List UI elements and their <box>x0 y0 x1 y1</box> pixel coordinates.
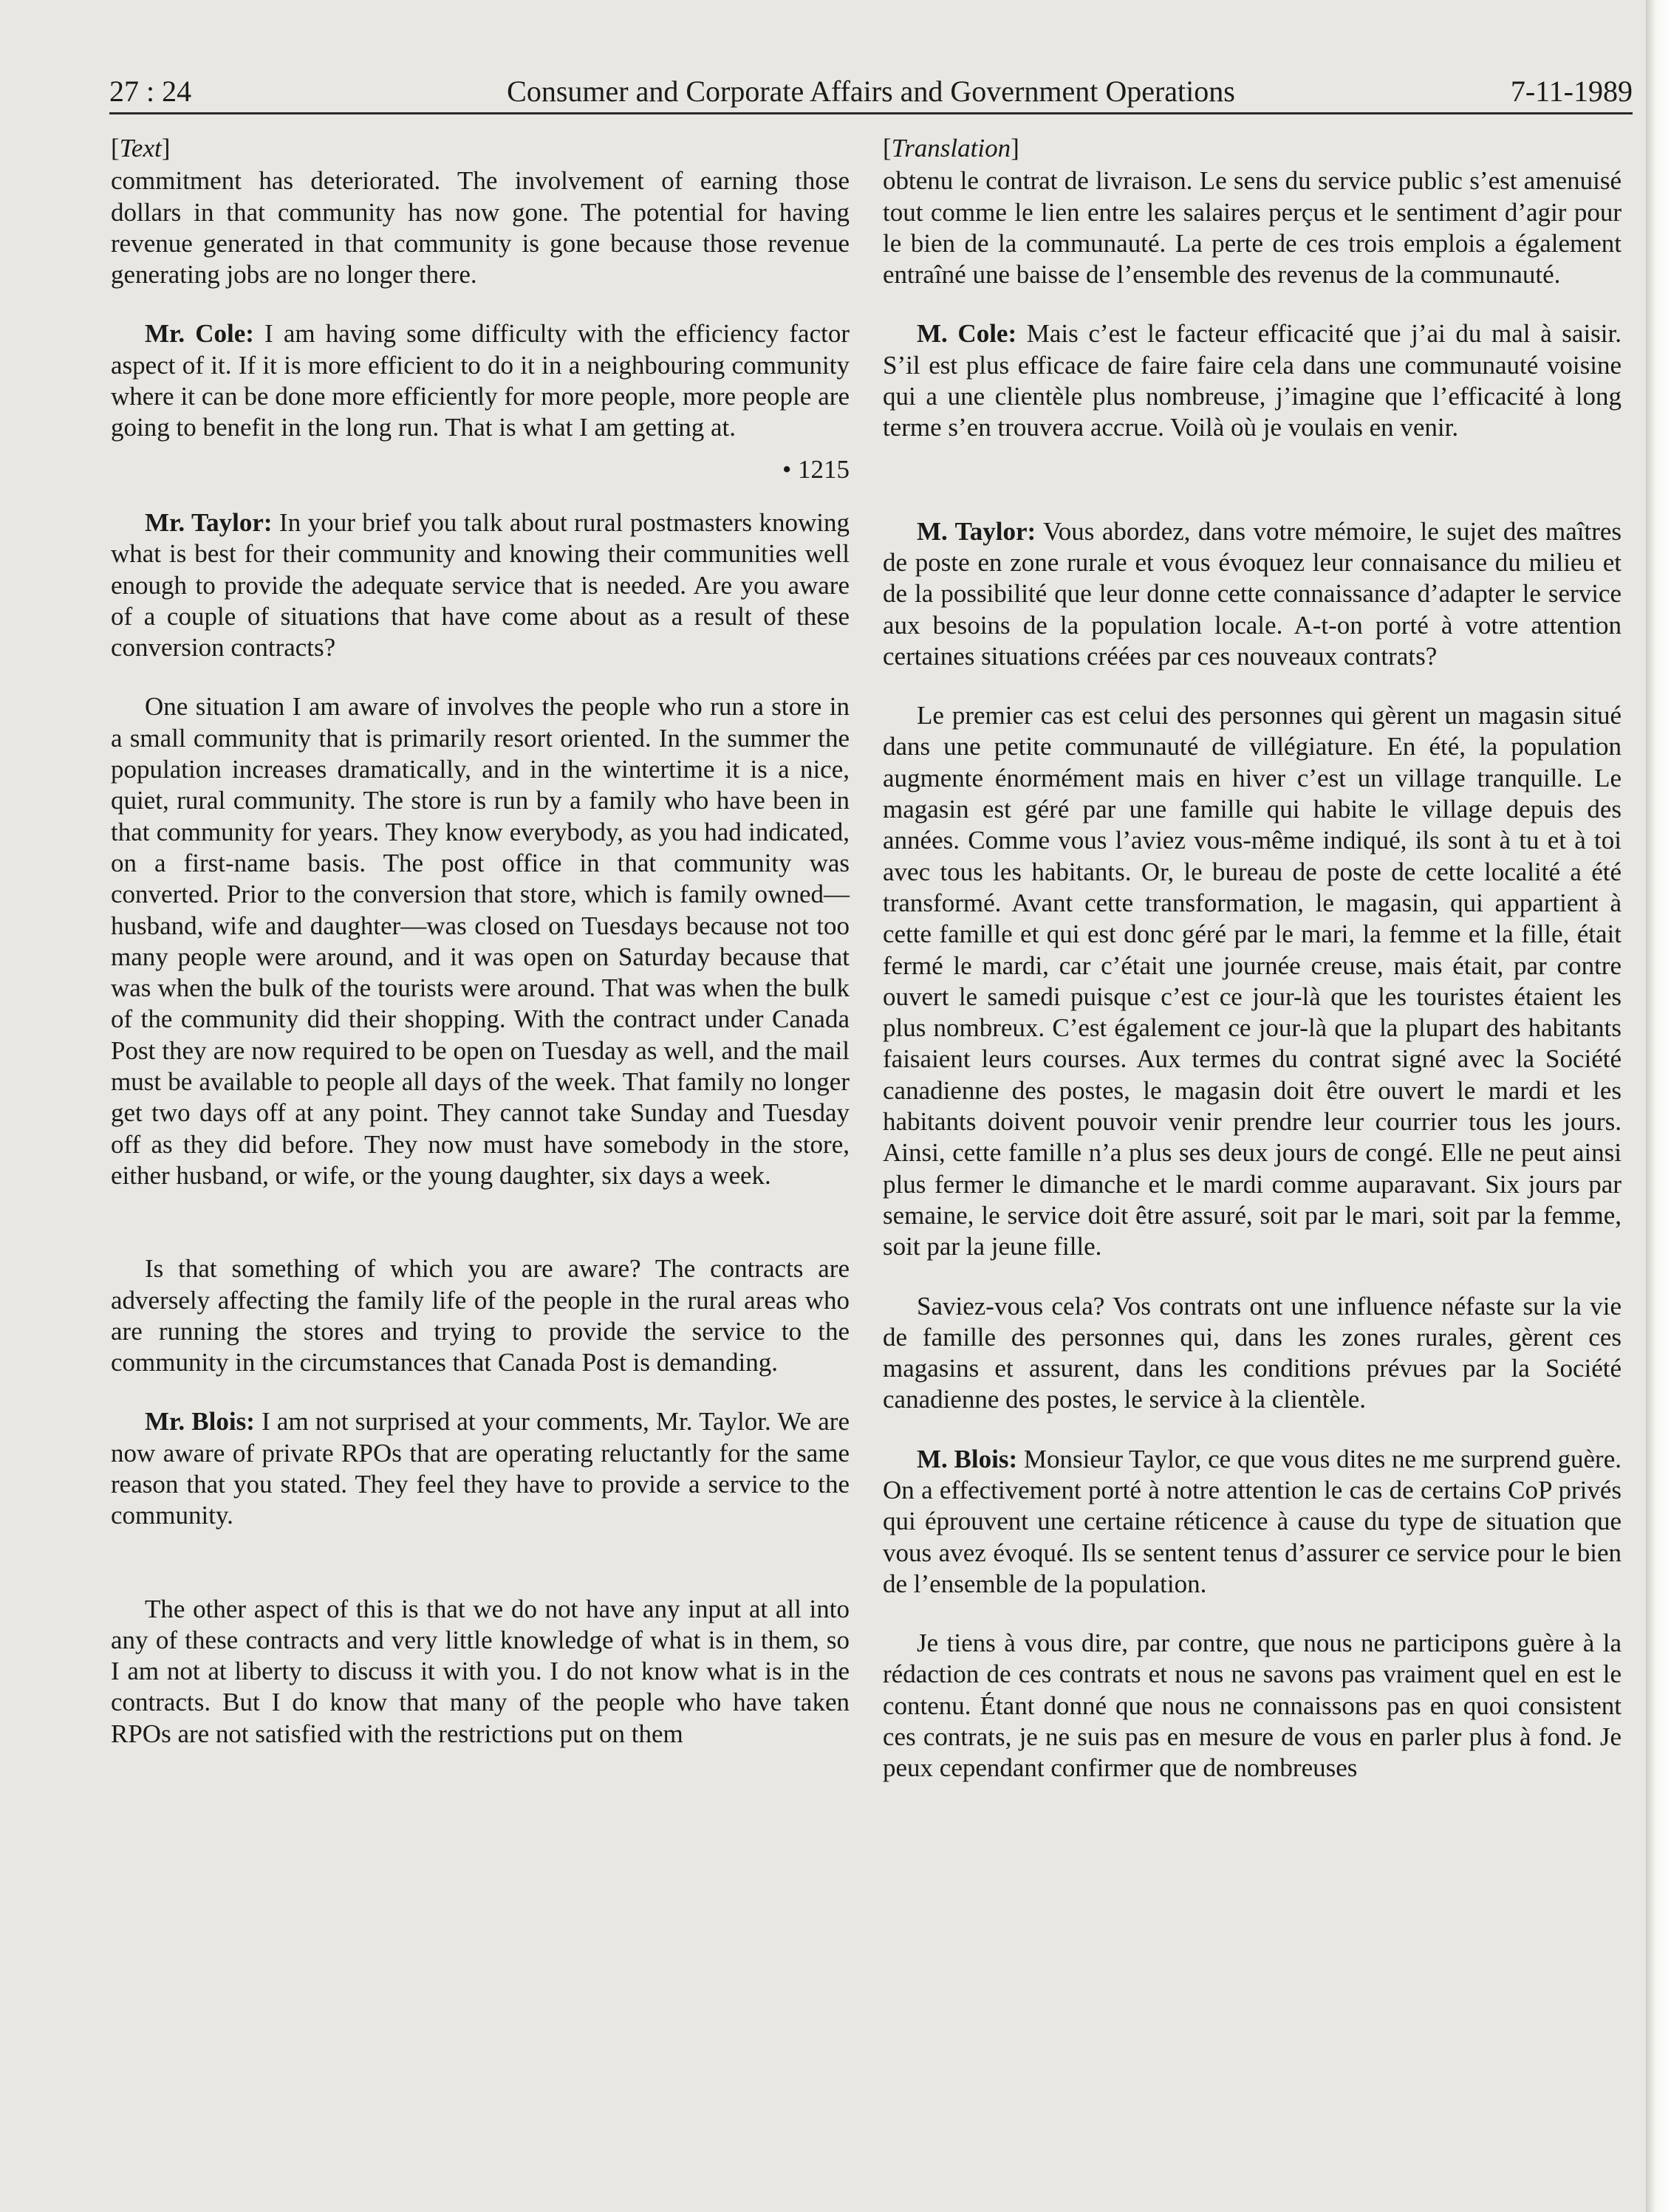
column-label-translation <box>883 133 1622 164</box>
right-column-french <box>883 133 1622 1784</box>
paragraph-taylor <box>111 507 850 663</box>
paragraph-cole <box>111 318 850 443</box>
header-rule <box>109 112 1633 114</box>
running-header <box>109 71 1633 112</box>
column-label-text-value: Text <box>119 134 162 162</box>
header-title: Consumer and Corporate Affairs and Government Operations <box>507 75 1235 108</box>
paragraph: obtenu le contrat de livraison. Le sens du service public s’est amenuisé tout comme le lien entre les salaires perçus et le sentiment d’agir pour le bien de la communauté. La perte de ces trois emplois a également entraîné une baisse de l’ensemble des revenus de la communauté. <box>883 166 1622 290</box>
speaker-name: Mr. Taylor: <box>145 507 273 537</box>
speaker-name: Mr. Blois: <box>145 1407 255 1437</box>
paragraph-blois <box>883 1444 1622 1600</box>
paragraph-taylor <box>883 516 1622 672</box>
speech-text: Vous abordez, dans votre mémoire, le sujet des maîtres de poste en zone rurale et vous évoquez leur connaisance du milieu et de la possibilité que leur donne cette connaissance d’adapter le service aux besoins de la population locale. A-t-on porté à votre attention certaines situations créées par ces nouveaux contrats? <box>883 516 1622 671</box>
speech-text: I am not surprised at your comments, Mr. Taylor. We are now aware of private RPOs that are operating reluctantly for the same reason that you stated. They feel they have to provide a service to the community. <box>111 1407 850 1530</box>
speaker-name: M. Blois: <box>917 1444 1018 1473</box>
paragraph: commitment has deteriorated. The involvement of earning those dollars in that community has now gone. The potential for having revenue generated in that community is gone because those revenue generating jobs are no longer there. <box>111 166 850 290</box>
paragraph: Saviez-vous cela? Vos contrats ont une influence néfaste sur la vie de famille des personnes qui, dans les zones rurales, gèrent ces magasins et assurent, dans les conditions prévues par la Société canadienne des postes, le service à la clientèle. <box>883 1291 1622 1414</box>
paragraph: One situation I am aware of involves the people who run a store in a small community that is primarily resort oriented. In the summer the population increases dramatically, and in the wintertime it is a nice, quiet, rural community. The store is run by a family who have been in that community for years. They know everybody, as you had indicated, on a first-name basis. The post office in that community was converted. Prior to the conversion that store, which is family owned—husband, wife and daughter—was closed on Tuesdays because not too many people were around, and it was open on Saturday because that was when the bulk of the tourists were around. That was when the bulk of the community did their shopping. With the contract under Canada Post they are now required to be open on Tuesday as well, and the mail must be available to people all days of the week. That family no longer get two days off at any point. They cannot take Sunday and Tuesday off as they did before. They now must have somebody in the store, either husband, or wife, or the young daughter, six days a week. <box>111 692 850 1190</box>
page-number: 27 : 24 <box>109 75 192 108</box>
left-column-english <box>111 133 850 1750</box>
timestamp: • 1215 <box>782 454 850 484</box>
speaker-name: Mr. Cole: <box>145 319 254 349</box>
page-binding-edge <box>1646 0 1671 2212</box>
speaker-name: M. Cole: <box>917 319 1017 349</box>
paragraph: Je tiens à vous dire, par contre, que nous ne participons guère à la rédaction de ces contrats et nous ne savons pas vraiment quel en est le contenu. Étant donné que nous ne connaissons pas en quoi consistent ces contrats, je ne suis pas en mesure de vous en parler plus à fond. Je peux cependant confirmer que de nombreuses <box>883 1629 1622 1783</box>
paragraph: The other aspect of this is that we do not have any input at all into any of these contracts and very little knowledge of what is in them, so I am not at liberty to discuss it with you. I do not know what is in the contracts. But I do know that many of the people who have taken RPOs are not satisfied with the restrictions put on them <box>111 1594 850 1748</box>
column-label-translation-value: Translation <box>891 134 1011 162</box>
speech-text: I am having some difficulty with the efficiency factor aspect of it. If it is more efficient to do it in a neighbouring community where it can be done more efficiently for more people, more people are going to benefit in the long run. That is what I am getting at. <box>111 319 850 442</box>
column-label-text <box>111 133 850 164</box>
speaker-name: M. Taylor: <box>917 516 1036 546</box>
paragraph-cole <box>883 318 1622 443</box>
header-date: 7-11-1989 <box>1510 75 1633 108</box>
paragraph-blois <box>111 1406 850 1531</box>
paragraph: Is that something of which you are aware? The contracts are adversely affecting the family life of the people in the rural areas who are running the stores and trying to provide the service to the community in the circumstances that Canada Post is demanding. <box>111 1254 850 1377</box>
speech-text: Monsieur Taylor, ce que vous dites ne me surprend guère. On a effectivement porté à notre attention le cas de certains CoP privés qui éprouvent une certaine réticence à cause du type de situation que vous avez évoqué. Ils se sentent tenus d’assurer ce service pour le bien de l’ensemble de la population. <box>883 1444 1622 1598</box>
speech-text: Mais c’est le facteur efficacité que j’ai du mal à saisir. S’il est plus efficace de faire faire cela dans une communauté voisine qui a une clientèle plus nombreuse, j’imagine que l’efficacité à long terme s’en trouvera accrue. Voilà où je voulais en venir. <box>883 319 1622 442</box>
paragraph: Le premier cas est celui des personnes qui gèrent un magasin situé dans une petite communauté de villégiature. En été, la population augmente énormément mais en hiver c’est un village tranquille. Le magasin est géré par une famille qui habite le village depuis des années. Comme vous l’aviez vous-même indiqué, ils sont à tu et à toi avec tous les habitants. Or, le bureau de poste de cette localité a été transformé. Avant cette transformation, le magasin, qui appartient à cette famille et qui est donc géré par le mari, la femme et la fille, était fermé le mardi, car c’était une journée creuse, mais était, par contre ouvert le samedi puisque c’est ce jour-là que les touristes étaient les plus nombreux. C’est également ce jour-là que la plupart des habitants faisaient leurs courses. Aux termes du contrat signé avec la Société canadienne des postes, le magasin doit être ouvert le mardi et les habitants doivent pouvoir venir prendre leur courrier tous les jours. Ainsi, cette famille n’a plus ses deux jours de congé. Elle ne peut ainsi plus fermer le dimanche et le mardi comme auparavant. Six jours par semaine, le service doit être assuré, soit par le mari, soit par la femme, soit par la jeune fille. <box>883 701 1622 1261</box>
speech-text: In your brief you talk about rural postmasters knowing what is best for their community and knowing their communities well enough to provide the adequate service that is needed. Are you aware of a couple of situations that have come about as a result of these conversion contracts? <box>111 507 850 662</box>
